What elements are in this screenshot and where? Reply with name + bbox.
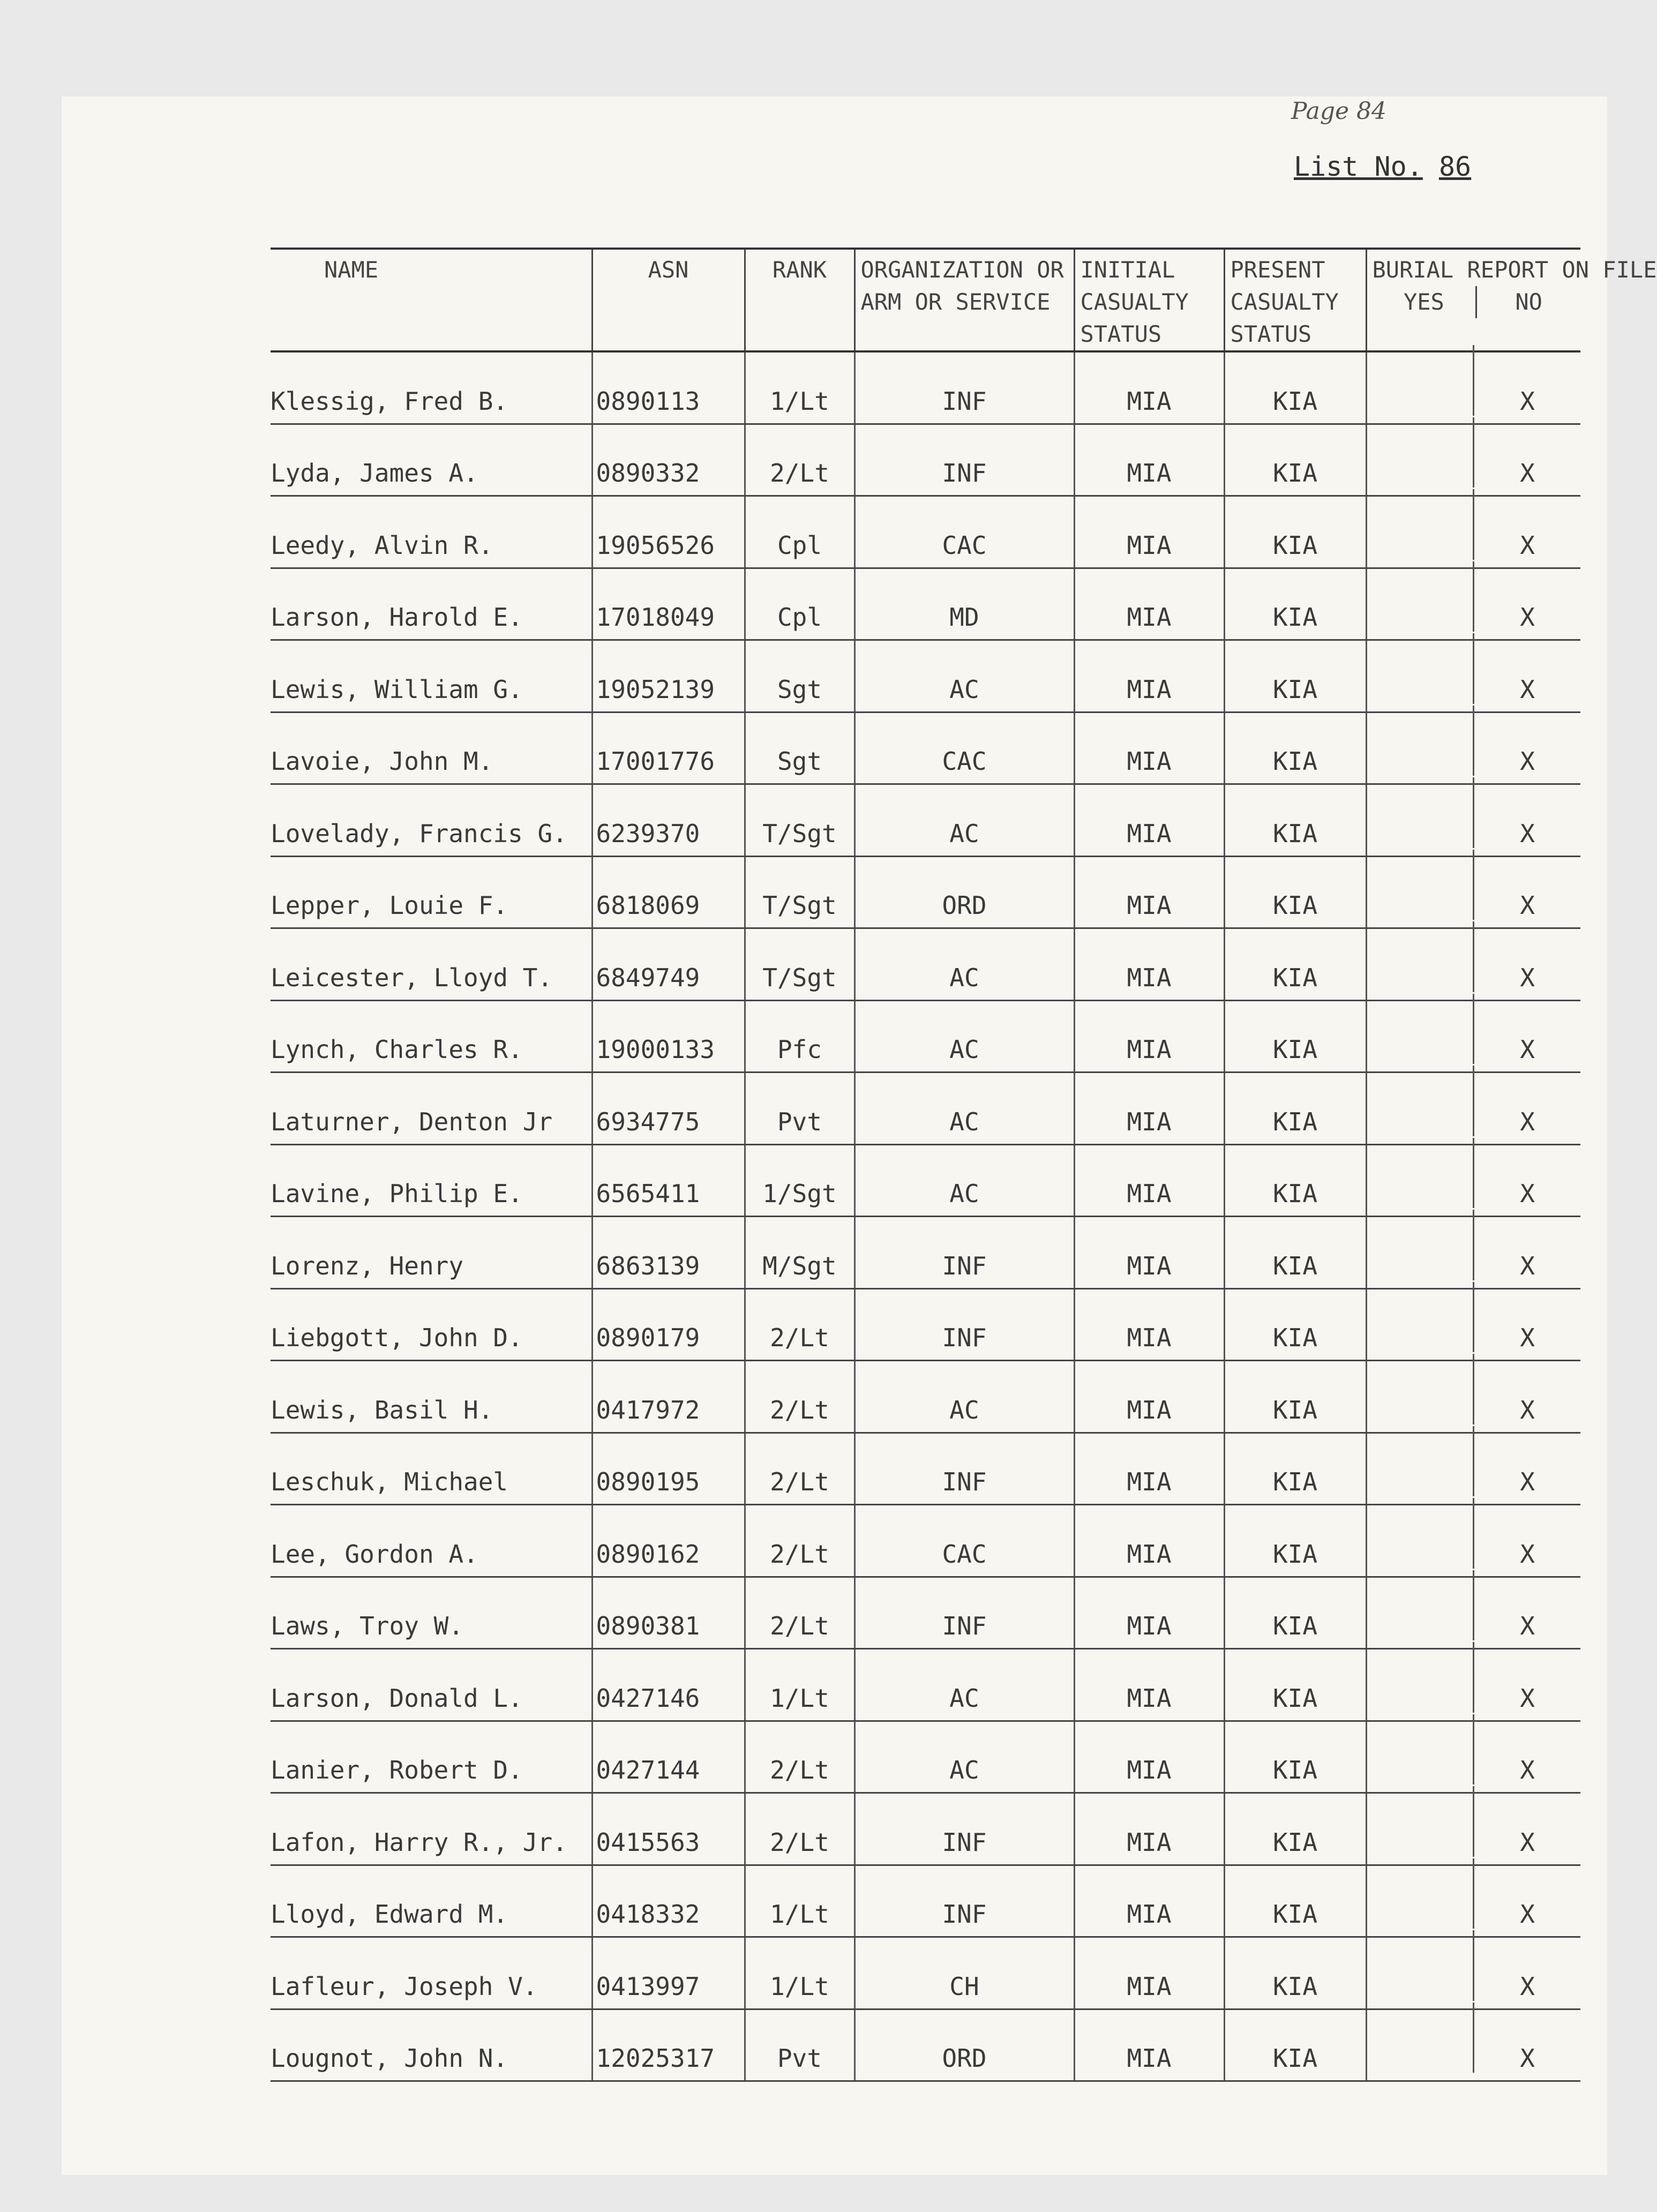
burial-subheaders [1373,286,1581,318]
cell-burial-report [1366,1721,1580,1793]
cell-rank: Cpl [745,568,854,640]
cell-initial-status: MIA [1074,1433,1224,1505]
cell-asn: 6565411 [592,1144,745,1217]
cell-rank: 1/Lt [745,1937,854,2009]
cell-rank: T/Sgt [745,928,854,1001]
table-row [271,928,1580,1001]
table-row [271,1937,1580,2009]
cell-present-status: KIA [1224,712,1366,784]
cell-organization: INF [854,1577,1074,1649]
cell-no: X [1473,1714,1580,1785]
cell-no: X [1473,345,1580,416]
cell-initial-status: MIA [1074,640,1224,713]
cell-present-status: KIA [1224,1288,1366,1361]
cell-initial-status: MIA [1074,568,1224,640]
col-burial-header [1366,249,1657,351]
cell-asn: 0418332 [592,1865,745,1937]
handwritten-page-note: Page 84 [1291,98,1387,125]
cell-asn: 0890381 [592,1577,745,1649]
cell-initial-status: MIA [1074,351,1224,424]
cell-burial-report [1366,351,1580,424]
cell-name: Lee, Gordon A. [271,1505,592,1577]
cell-name: Larson, Donald L. [271,1649,592,1721]
cell-organization: INF [854,1217,1074,1289]
cell-rank: 2/Lt [745,1288,854,1361]
col-initial-status-header: INITIAL CASUALTY STATUS [1074,249,1224,351]
table-row [271,1649,1580,1721]
col-present-status-header: PRESENT CASUALTY STATUS [1224,249,1366,351]
cell-name: Lougnot, John N. [271,2009,592,2081]
table-row [271,424,1580,496]
table-row [271,1217,1580,1289]
cell-burial-report [1366,568,1580,640]
cell-asn: 0427144 [592,1721,745,1793]
table-row [271,1073,1580,1145]
cell-rank: Pvt [745,2009,854,2081]
cell-present-status: KIA [1224,1937,1366,2009]
cell-rank: 2/Lt [745,1505,854,1577]
cell-burial-report [1366,1649,1580,1721]
cell-asn: 6239370 [592,784,745,857]
cell-organization: INF [854,351,1074,424]
col-rank-header: RANK [745,249,854,351]
table-row [271,856,1580,928]
cell-no: X [1473,777,1580,848]
cell-no: X [1473,1138,1580,1209]
cell-asn: 6849749 [592,928,745,1001]
cell-initial-status: MIA [1074,2009,1224,2081]
cell-name: Lorenz, Henry [271,1217,592,1289]
cell-initial-status: MIA [1074,496,1224,568]
cell-name: Laws, Troy W. [271,1577,592,1649]
cell-present-status: KIA [1224,496,1366,568]
cell-organization: MD [854,568,1074,640]
cell-burial-report [1366,784,1580,857]
cell-burial-report [1366,1937,1580,2009]
cell-burial-report [1366,1217,1580,1289]
cell-rank: 1/Lt [745,1649,854,1721]
cell-organization: AC [854,1144,1074,1217]
cell-asn: 19056526 [592,496,745,568]
cell-asn: 17001776 [592,712,745,784]
cell-present-status: KIA [1224,856,1366,928]
cell-initial-status: MIA [1074,1937,1224,2009]
cell-no: X [1473,417,1580,488]
cell-asn: 6934775 [592,1073,745,1145]
cell-name: Liebgott, John D. [271,1288,592,1361]
cell-initial-status: MIA [1074,1288,1224,1361]
cell-initial-status: MIA [1074,928,1224,1001]
cell-initial-status: MIA [1074,1361,1224,1433]
cell-organization: INF [854,1793,1074,1865]
cell-initial-status: MIA [1074,712,1224,784]
cell-no: X [1473,706,1580,776]
cell-asn: 19000133 [592,1000,745,1073]
cell-rank: 1/Sgt [745,1144,854,1217]
cell-organization: AC [854,928,1074,1001]
col-no-header: NO [1475,286,1580,318]
cell-present-status: KIA [1224,1505,1366,1577]
list-number: 86 [1438,151,1472,182]
cell-no: X [1473,633,1580,704]
cell-present-status: KIA [1224,1073,1366,1145]
cell-asn: 12025317 [592,2009,745,2081]
cell-no: X [1473,1282,1580,1353]
table-row [271,1577,1580,1649]
cell-initial-status: MIA [1074,856,1224,928]
cell-name: Lyda, James A. [271,424,592,496]
table-row [271,1505,1580,1577]
cell-no: X [1473,850,1580,920]
table-row [271,568,1580,640]
cell-initial-status: MIA [1074,1144,1224,1217]
cell-rank: T/Sgt [745,856,854,928]
cell-present-status: KIA [1224,1865,1366,1937]
cell-name: Lewis, Basil H. [271,1361,592,1433]
burial-title: BURIAL REPORT ON FILE [1372,257,1657,283]
table-row [271,1144,1580,1217]
cell-no: X [1473,1930,1580,2001]
cell-name: Lovelady, Francis G. [271,784,592,857]
cell-no: X [1473,921,1580,992]
cell-organization: INF [854,424,1074,496]
cell-asn: 17018049 [592,568,745,640]
cell-name: Laturner, Denton Jr [271,1073,592,1145]
cell-name: Lanier, Robert D. [271,1721,592,1793]
cell-name: Lynch, Charles R. [271,1000,592,1073]
cell-organization: AC [854,1073,1074,1145]
cell-asn: 6818069 [592,856,745,928]
casualty-table [271,248,1657,2082]
cell-name: Leschuk, Michael [271,1433,592,1505]
cell-rank: Pfc [745,1000,854,1073]
cell-present-status: KIA [1224,928,1366,1001]
cell-present-status: KIA [1224,1144,1366,1217]
list-label: List No. [1294,151,1423,182]
cell-rank: 2/Lt [745,1577,854,1649]
cell-burial-report [1366,1505,1580,1577]
table-row [271,1721,1580,1793]
cell-no: X [1473,1498,1580,1569]
cell-asn: 0890113 [592,351,745,424]
cell-present-status: KIA [1224,1649,1366,1721]
cell-initial-status: MIA [1074,1217,1224,1289]
cell-organization: AC [854,1361,1074,1433]
cell-organization: INF [854,1865,1074,1937]
cell-present-status: KIA [1224,424,1366,496]
cell-rank: Sgt [745,712,854,784]
cell-no: X [1473,1786,1580,1857]
cell-initial-status: MIA [1074,1577,1224,1649]
cell-organization: AC [854,1000,1074,1073]
cell-rank: T/Sgt [745,784,854,857]
cell-name: Lavoie, John M. [271,712,592,784]
cell-rank: 2/Lt [745,424,854,496]
cell-initial-status: MIA [1074,1073,1224,1145]
cell-organization: INF [854,1288,1074,1361]
cell-asn: 0415563 [592,1793,745,1865]
header-row [271,249,1580,351]
cell-burial-report [1366,1577,1580,1649]
cell-initial-status: MIA [1074,1000,1224,1073]
cell-rank: Sgt [745,640,854,713]
cell-initial-status: MIA [1074,1865,1224,1937]
cell-asn: 0427146 [592,1649,745,1721]
cell-initial-status: MIA [1074,1721,1224,1793]
cell-initial-status: MIA [1074,1793,1224,1865]
cell-present-status: KIA [1224,1721,1366,1793]
cell-present-status: KIA [1224,1793,1366,1865]
cell-burial-report [1366,1361,1580,1433]
cell-rank: 2/Lt [745,1433,854,1505]
table-body [271,351,1580,2081]
cell-asn: 19052139 [592,640,745,713]
cell-no: X [1473,1858,1580,1929]
cell-organization: AC [854,640,1074,713]
cell-organization: ORD [854,856,1074,928]
cell-present-status: KIA [1224,1000,1366,1073]
cell-organization: CAC [854,496,1074,568]
cell-no: X [1473,1354,1580,1424]
cell-initial-status: MIA [1074,1649,1224,1721]
table-row [271,712,1580,784]
cell-initial-status: MIA [1074,424,1224,496]
table-row [271,496,1580,568]
cell-rank: 2/Lt [745,1793,854,1865]
cell-present-status: KIA [1224,568,1366,640]
cell-initial-status: MIA [1074,784,1224,857]
cell-rank: Cpl [745,496,854,568]
cell-asn: 0417972 [592,1361,745,1433]
cell-organization: CH [854,1937,1074,2009]
cell-rank: 1/Lt [745,1865,854,1937]
table-row [271,640,1580,713]
cell-present-status: KIA [1224,1577,1366,1649]
cell-name: Lewis, William G. [271,640,592,713]
cell-organization: AC [854,1721,1074,1793]
cell-organization: CAC [854,1505,1074,1577]
cell-present-status: KIA [1224,1433,1366,1505]
cell-burial-report [1366,1793,1580,1865]
cell-asn: 0890179 [592,1288,745,1361]
cell-present-status: KIA [1224,2009,1366,2081]
cell-name: Lepper, Louie F. [271,856,592,928]
cell-name: Lloyd, Edward M. [271,1865,592,1937]
cell-present-status: KIA [1224,784,1366,857]
cell-burial-report [1366,1288,1580,1361]
cell-name: Lafon, Harry R., Jr. [271,1793,592,1865]
table-row [271,351,1580,424]
table-row [271,2009,1580,2081]
cell-no: X [1473,1210,1580,1280]
cell-present-status: KIA [1224,351,1366,424]
cell-burial-report [1366,640,1580,713]
cell-burial-report [1366,1144,1580,1217]
cell-rank: 2/Lt [745,1361,854,1433]
cell-asn: 0413997 [592,1937,745,2009]
cell-burial-report [1366,856,1580,928]
cell-organization: INF [854,1433,1074,1505]
cell-no: X [1473,1426,1580,1497]
cell-burial-report [1366,1865,1580,1937]
table-row [271,1865,1580,1937]
cell-no: X [1473,561,1580,632]
cell-rank: Pvt [745,1073,854,1145]
cell-burial-report [1366,1073,1580,1145]
cell-name: Leedy, Alvin R. [271,496,592,568]
cell-organization: CAC [854,712,1074,784]
cell-asn: 0890162 [592,1505,745,1577]
cell-present-status: KIA [1224,640,1366,713]
cell-burial-report [1366,1433,1580,1505]
cell-organization: ORD [854,2009,1074,2081]
col-yes-header: YES [1403,289,1444,315]
table-row [271,1361,1580,1433]
table-row [271,1433,1580,1505]
cell-no: X [1473,1066,1580,1136]
cell-rank: 2/Lt [745,1721,854,1793]
cell-burial-report [1366,928,1580,1001]
table-row [271,784,1580,857]
cell-burial-report [1366,496,1580,568]
cell-name: Klessig, Fred B. [271,351,592,424]
cell-asn: 0890332 [592,424,745,496]
cell-name: Lavine, Philip E. [271,1144,592,1217]
cell-name: Leicester, Lloyd T. [271,928,592,1001]
table-row [271,1000,1580,1073]
list-number-label [1294,151,1471,182]
cell-initial-status: MIA [1074,1505,1224,1577]
cell-organization: AC [854,1649,1074,1721]
cell-burial-report [1366,1000,1580,1073]
cell-no: X [1473,2003,1580,2073]
cell-asn: 0890195 [592,1433,745,1505]
cell-present-status: KIA [1224,1361,1366,1433]
cell-name: Lafleur, Joseph V. [271,1937,592,2009]
cell-organization: AC [854,784,1074,857]
cell-no: X [1473,1642,1580,1713]
cell-name: Larson, Harold E. [271,568,592,640]
col-organization-header: ORGANIZATION OR ARM OR SERVICE [854,249,1074,351]
cell-asn: 6863139 [592,1217,745,1289]
table-row [271,1793,1580,1865]
cell-present-status: KIA [1224,1217,1366,1289]
col-name-header: NAME [271,249,592,351]
cell-rank: 1/Lt [745,351,854,424]
cell-burial-report [1366,2009,1580,2081]
cell-burial-report [1366,712,1580,784]
cell-no: X [1473,994,1580,1064]
cell-rank: M/Sgt [745,1217,854,1289]
cell-burial-report [1366,424,1580,496]
table-row [271,1288,1580,1361]
cell-no: X [1473,489,1580,560]
col-asn-header: ASN [592,249,745,351]
cell-no: X [1473,1570,1580,1641]
